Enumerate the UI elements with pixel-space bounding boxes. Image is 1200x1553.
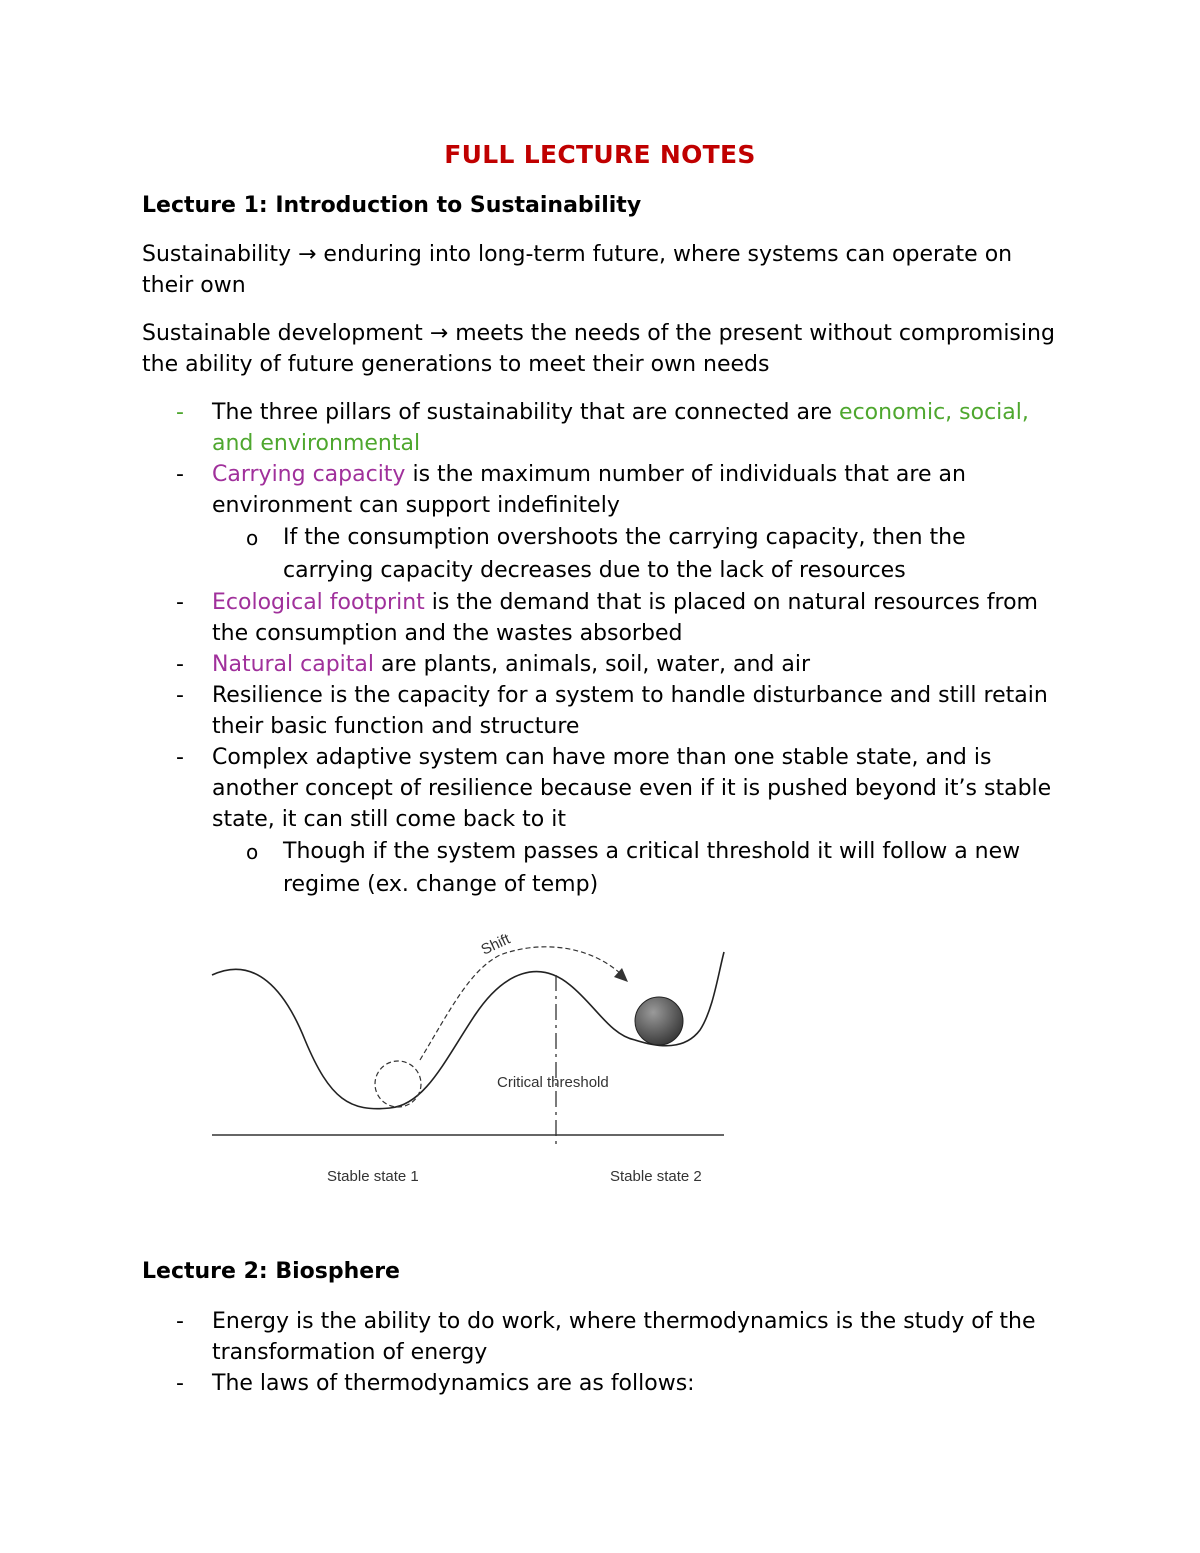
- term-carrying-capacity: Carrying capacity: [212, 462, 406, 487]
- list-item-text: Resilience is the capacity for a system to handle disturbance and still retain their basic function and structure: [212, 683, 1048, 739]
- list-item: [0, 742, 1062, 835]
- list-item-text: is the demand that is placed on natural resources from the consumption and the wastes absorbed: [212, 590, 1038, 646]
- list-item-text: Complex adaptive system can have more than one stable state, and is another concept of resilience because even if it is pushed beyond it’s stable state, it can still come back to it: [212, 745, 1052, 832]
- list-item-text: is the maximum number of individuals that are an environment can support indefinitely: [212, 462, 966, 518]
- term-natural-capital: Natural capital: [212, 652, 375, 677]
- filled-ball-icon: [635, 997, 683, 1045]
- lecture-2-bullet-list: [0, 1306, 1200, 1399]
- sub-list-item-text: Though if the system passes a critical threshold it will follow a new regime (ex. change of temp): [283, 839, 1021, 897]
- bullet-marker: -: [176, 1309, 184, 1334]
- stable-state-1-label: Stable state 1: [327, 1168, 419, 1185]
- term-ecological-footprint: Ecological footprint: [212, 590, 425, 615]
- list-item: [0, 459, 1062, 521]
- term-sustainability: Sustainability: [142, 242, 291, 267]
- critical-threshold-label: Critical threshold: [497, 1074, 609, 1091]
- list-item: [0, 680, 1062, 742]
- list-item-text: The three pillars of sustainability that are connected are: [212, 400, 840, 425]
- resilience-diagram: [205, 925, 730, 1195]
- shift-arrowhead-icon: [614, 968, 628, 982]
- document-title: FULL LECTURE NOTES: [444, 140, 756, 169]
- list-item-text: are plants, animals, soil, water, and air: [374, 652, 810, 677]
- lecture-1-heading: Lecture 1: Introduction to Sustainability: [142, 193, 642, 218]
- bullet-marker: -: [176, 1371, 184, 1396]
- bullet-marker: -: [176, 683, 184, 708]
- arrow-icon: →: [429, 321, 449, 346]
- sub-list-item: [0, 835, 1043, 901]
- stable-state-2-label: Stable state 2: [610, 1168, 702, 1185]
- highlight-three-pillars: economic, social, and environmental: [212, 400, 1029, 456]
- list-item-text: The laws of thermodynamics are as follows:: [212, 1371, 695, 1396]
- list-item: [0, 397, 1062, 459]
- list-item: [0, 1306, 1062, 1368]
- lecture-2-heading: Lecture 2: Biosphere: [142, 1259, 400, 1284]
- bullet-marker: -: [176, 462, 184, 487]
- arrow-icon: →: [297, 242, 317, 267]
- definition-text: enduring into long-term future, where systems can operate on their own: [142, 242, 1013, 298]
- bullet-marker: -: [176, 590, 184, 615]
- shift-arrow-path: [420, 947, 622, 1060]
- bullet-marker: -: [176, 400, 184, 425]
- definition-text: meets the needs of the present without compromising the ability of future generations to meet their own needs: [142, 321, 1055, 377]
- empty-ball-icon: [375, 1061, 421, 1107]
- shift-label: Shift: [478, 930, 513, 959]
- bullet-marker: -: [176, 652, 184, 677]
- bullet-marker: -: [176, 745, 184, 770]
- sustainability-definition: [142, 239, 1062, 301]
- list-item: [0, 587, 1062, 649]
- sub-list-item-text: If the consumption overshoots the carrying capacity, then the carrying capacity decreases due to the lack of resources: [283, 525, 966, 583]
- list-item: [0, 649, 1062, 680]
- sub-bullet-marker: o: [246, 526, 259, 550]
- sub-bullet-marker: o: [246, 840, 259, 864]
- term-sustainable-development: Sustainable development: [142, 321, 423, 346]
- lecture-1-bullet-list: [0, 397, 1200, 901]
- list-item: [0, 1368, 1062, 1399]
- list-item-text: Energy is the ability to do work, where thermodynamics is the study of the transformation of energy: [212, 1309, 1036, 1365]
- sub-list-item: [0, 521, 1043, 587]
- sustainable-development-definition: [142, 318, 1062, 380]
